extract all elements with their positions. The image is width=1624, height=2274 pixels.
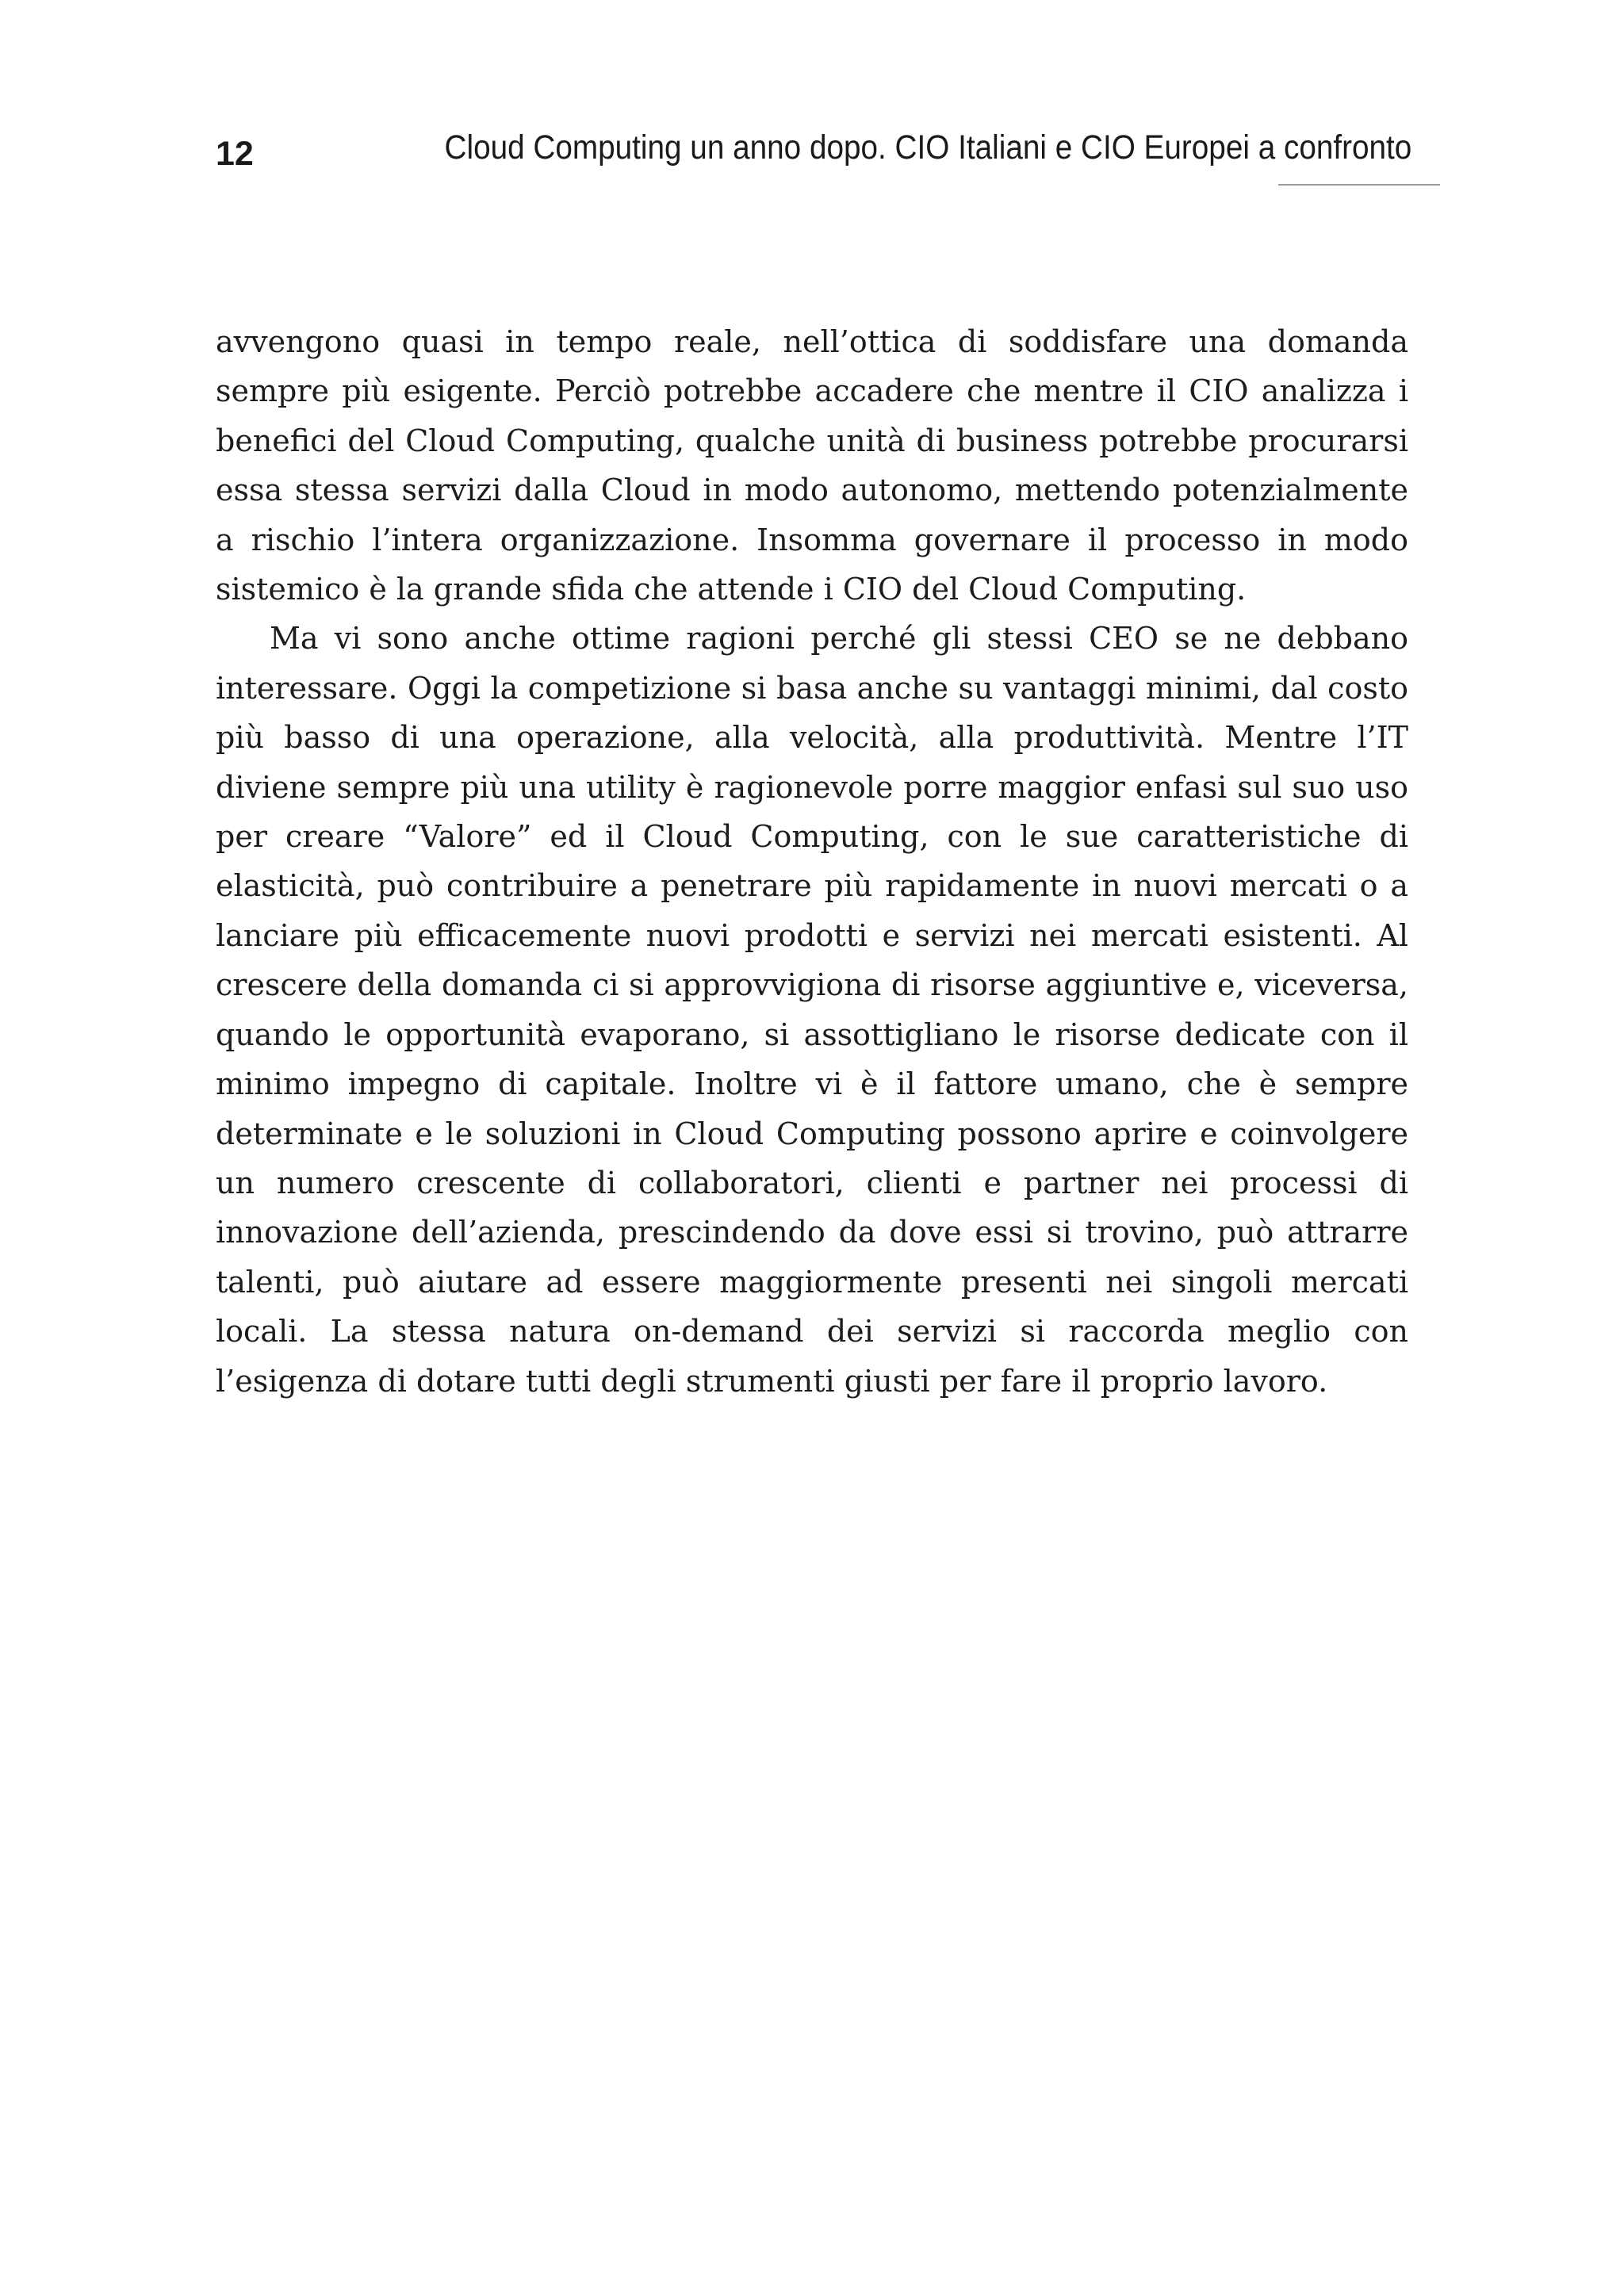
body-text xyxy=(216,317,1408,1406)
header-rule xyxy=(1278,184,1440,186)
paragraph-continuation: avvengono quasi in tempo reale, nell’ottica di soddisfare una domanda sempre più esigente. Perciò potrebbe accadere che mentre il CIO analizza i benefici del Cloud Computing, qualche unità di business potrebbe procurarsi essa stessa servizi dalla Cloud in modo autonomo, mettendo potenzialmente a rischio l’intera organizzazione. Insomma governare il processo in modo sistemico è la grande sfida che attende i CIO del Cloud Computing. xyxy=(216,324,1408,607)
paragraph-ceo: Ma vi sono anche ottime ragioni perché gli stessi CEO se ne debbano interessare. Oggi la competizione si basa anche su vantaggi minimi, dal costo più basso di una operazione, alla velocità, alla produttività. Mentre l’IT diviene sempre più una utility è ragionevole porre maggior enfasi sul suo uso per creare “Valore” ed il Cloud Computing, con le sue caratteristiche di elasticità, può contribuire a penetrare più rapidamente in nuovi mercati o a lanciare più efficacemente nuovi prodotti e servizi nei mercati esistenti. Al crescere della domanda ci si approvvigiona di risorse aggiuntive e, viceversa, quando le opportunità evaporano, si assottigliano le risorse dedicate con il minimo impegno di capitale. Inoltre vi è il fattore umano, che è sempre determinate e le soluzioni in Cloud Computing possono aprire e coinvolgere un numero crescente di collaboratori, clienti e partner nei processi di innovazione dell’azienda, prescindendo da dove essi si trovino, può attrarre talenti, può aiutare ad essere maggiormente presenti nei singoli mercati locali. La stessa natura on-demand dei servizi si raccorda meglio con l’esigenza di dotare tutti degli strumenti giusti per fare il proprio lavoro. xyxy=(216,621,1408,1399)
book-title: Cloud Computing un anno dopo. CIO Italiani e CIO Europei a confronto xyxy=(444,128,1411,167)
running-header xyxy=(0,119,1624,190)
page-number: 12 xyxy=(216,135,254,173)
